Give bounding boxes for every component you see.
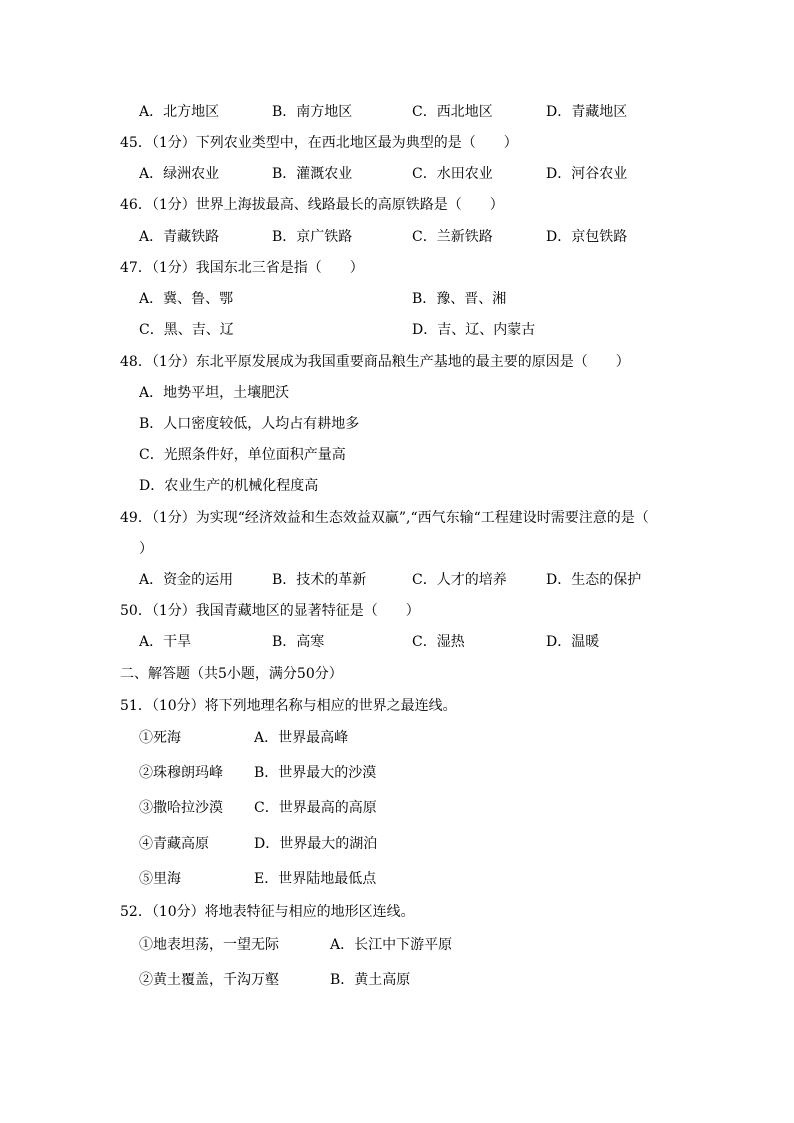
q50-option-b: B．高寒	[272, 634, 325, 650]
q44-option-b: B．南方地区	[272, 104, 353, 120]
q51-left-2: ②珠穆朗玛峰	[139, 765, 223, 781]
q48-option-d: D．农业生产的机械化程度高	[139, 478, 319, 494]
q51-stem: 51．（10分）将下列地理名称与相应的世界之最连线。	[120, 698, 457, 714]
q47-option-b: B．豫、晋、湘	[412, 291, 507, 307]
q44-option-a: A．北方地区	[139, 104, 220, 120]
q49-option-a: A．资金的运用	[139, 572, 234, 588]
q50-option-a: A．干旱	[139, 634, 192, 650]
q45-stem: 45．（1分）下列农业类型中，在西北地区最为典型的是（ ）	[120, 135, 518, 151]
q48-option-a: A．地势平坦，土壤肥沃	[139, 385, 290, 401]
q51-right-c: C．世界最高的高原	[254, 800, 377, 816]
q48-stem: 48．（1分）东北平原发展成为我国重要商品粮生产基地的最主要的原因是（ ）	[120, 354, 630, 370]
q45-option-a: A．绿洲农业	[139, 166, 220, 182]
q46-option-b: B．京广铁路	[272, 229, 353, 245]
q46-stem: 46．（1分）世界上海拔最高、线路最长的高原铁路是（ ）	[120, 197, 504, 213]
q45-option-b: B．灌溉农业	[272, 166, 353, 182]
q47-option-c: C．黑、吉、辽	[139, 322, 234, 338]
q47-option-d: D．吉、辽、内蒙古	[412, 322, 536, 338]
q50-option-d: D．温暖	[546, 634, 600, 650]
q46-option-c: C．兰新铁路	[412, 229, 493, 245]
q46-option-d: D．京包铁路	[546, 229, 628, 245]
q52-stem: 52．（10分）将地表特征与相应的地形区连线。	[120, 904, 415, 920]
q51-right-d: D．世界最大的湖泊	[254, 836, 378, 852]
q50-option-c: C．湿热	[412, 634, 465, 650]
q51-left-3: ③撒哈拉沙漠	[139, 800, 223, 816]
q50-stem: 50．（1分）我国青藏地区的显著特征是（ ）	[120, 603, 420, 619]
q49-option-d: D．生态的保护	[546, 572, 642, 588]
q51-left-1: ①死海	[139, 730, 181, 746]
q52-right-b: B．黄土高原	[330, 972, 411, 988]
q45-option-d: D．河谷农业	[546, 166, 628, 182]
q49-stem-continuation: ）	[139, 541, 153, 557]
q51-right-b: B．世界最大的沙漠	[254, 765, 377, 781]
q49-stem: 49．（1分）为实现“经济效益和生态效益双赢”,“西气东输“工程建设时需要注意的是（	[120, 510, 649, 526]
q51-right-a: A．世界最高峰	[254, 730, 349, 746]
q52-left-2: ②黄土覆盖，千沟万壑	[139, 972, 279, 988]
q47-stem: 47．（1分）我国东北三省是指（ ）	[120, 260, 364, 276]
q52-right-a: A．长江中下游平原	[330, 937, 453, 953]
q51-left-5: ⑤里海	[139, 871, 181, 887]
q44-option-d: D．青藏地区	[546, 104, 628, 120]
q49-option-c: C．人才的培养	[412, 572, 507, 588]
q44-option-c: C．西北地区	[412, 104, 493, 120]
section-heading: 二、解答题（共5小题，满分50分）	[120, 666, 343, 682]
q46-option-a: A．青藏铁路	[139, 229, 220, 245]
q49-option-b: B．技术的革新	[272, 572, 367, 588]
q47-option-a: A．冀、鲁、鄂	[139, 291, 234, 307]
q45-option-c: C．水田农业	[412, 166, 493, 182]
q51-right-e: E．世界陆地最低点	[254, 871, 377, 887]
q48-option-c: C．光照条件好，单位面积产量高	[139, 447, 346, 463]
q51-left-4: ④青藏高原	[139, 836, 209, 852]
q48-option-b: B．人口密度较低，人均占有耕地多	[139, 416, 360, 432]
q52-left-1: ①地表坦荡，一望无际	[139, 937, 279, 953]
